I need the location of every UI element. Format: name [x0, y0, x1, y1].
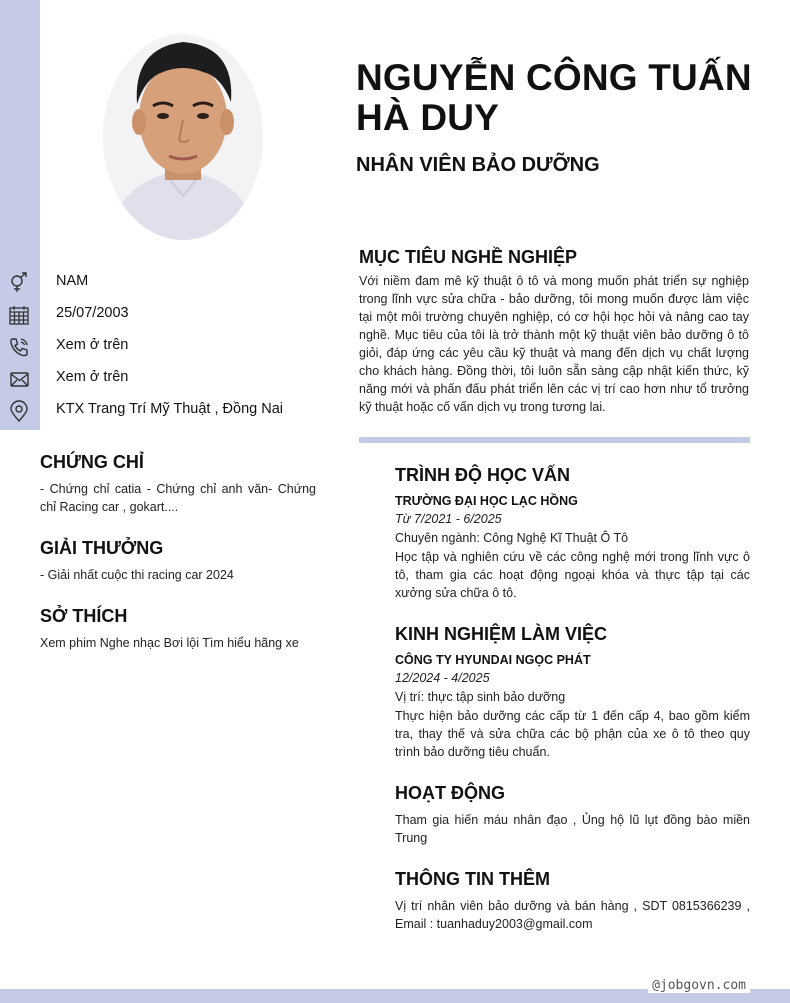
job-title: NHÂN VIÊN BẢO DƯỠNG: [356, 154, 600, 176]
gender-value: NAM: [56, 273, 89, 289]
section-divider: [359, 437, 750, 443]
phone-value: Xem ở trên: [56, 337, 129, 353]
additional-info-heading: THÔNG TIN THÊM: [395, 869, 550, 889]
location-pin-icon: [8, 400, 30, 422]
gender-icon: [8, 272, 30, 294]
birthdate-value: 25/07/2003: [56, 305, 129, 321]
additional-info-text: Vị trí nhân viên bảo dưỡng và bán hàng , SDT 0815366239 , Email : tuanhaduy2003@gmail.com: [395, 899, 750, 931]
experience-company: CÔNG TY HYUNDAI NGỌC PHÁT: [395, 653, 591, 667]
watermark: @jobgovn.com: [648, 978, 750, 993]
contact-phone: [0, 332, 330, 364]
phone-icon: [8, 336, 30, 358]
hobbies-heading: SỞ THÍCH: [40, 606, 128, 626]
mail-icon: [8, 368, 30, 390]
contact-gender: [0, 268, 330, 300]
experience-period: 12/2024 - 4/2025: [395, 671, 490, 685]
calendar-icon: [8, 304, 30, 326]
education-school: TRƯỜNG ĐẠI HỌC LẠC HỒNG: [395, 494, 578, 508]
objective-text: Với niềm đam mê kỹ thuật ô tô và mong muốn phát triển sự nghiệp trong lĩnh vực sửa chữa - bảo dưỡng, tôi mong muốn được làm việc tại một môi trường chuyên nghiệp, có cơ hội học hỏi và nâng cao tay nghề. Mục tiêu của tôi là trở thành một kỹ thuật viên bảo dưỡng ô tô giỏi, đáp ứng các yêu cầu kỹ thuật và mang đến dịch vụ chất lượng cho khách hàng. Đồng thời, tôi luôn sẵn sàng cập nhật kiến thức, kỹ năng mới và phấn đấu phát triển lên các vị trí cao hơn như tổ trưởng kỹ thuật hoặc cố vấn dịch vụ trong tương lai.: [359, 274, 749, 414]
certificates-text: - Chứng chỉ catia - Chứng chỉ anh văn- Chứng chỉ Racing car , gokart....: [40, 482, 316, 514]
education-heading: TRÌNH ĐỘ HỌC VẤN: [395, 465, 570, 485]
address-value: KTX Trang Trí Mỹ Thuật , Đồng Nai: [56, 401, 283, 417]
contact-address: [0, 396, 330, 428]
certificates-heading: CHỨNG CHỈ: [40, 452, 144, 472]
contact-birthdate: [0, 300, 330, 332]
activities-text: Tham gia hiến máu nhân đạo , Ủng hộ lũ lụt đồng bào miền Trung: [395, 813, 750, 845]
objective-heading: MỤC TIÊU NGHỀ NGHIỆP: [359, 247, 578, 267]
experience-description: Thực hiện bảo dưỡng các cấp từ 1 đến cấp 4, bao gồm kiểm tra, thay thế và sửa chữa các bộ phận của xe ô tô theo quy trình bảo dưỡng tiêu chuẩn.: [395, 709, 750, 759]
hobbies-text: Xem phim Nghe nhạc Bơi lội Tìm hiểu hãng xe: [40, 636, 299, 650]
contact-list: [0, 268, 330, 428]
education-major: Chuyên ngành: Công Nghệ Kĩ Thuật Ô Tô: [395, 531, 629, 545]
awards-text: - Giải nhất cuộc thi racing car 2024: [40, 568, 234, 582]
experience-heading: KINH NGHIỆM LÀM VIỆC: [395, 624, 608, 644]
candidate-name: NGUYỄN CÔNG TUẤN HÀ DUY: [356, 57, 752, 138]
education-description: Học tập và nghiên cứu về các công nghệ mới trong lĩnh vực ô tô, tham gia các hoạt động ngoại khóa và thực tập tại các xưởng sửa chữa ô tô.: [395, 550, 750, 600]
activities-heading: HOẠT ĐỘNG: [395, 783, 505, 803]
contact-email: [0, 364, 330, 396]
education-period: Từ 7/2021 - 6/2025: [395, 512, 502, 526]
profile-photo: [103, 34, 263, 240]
experience-position: Vị trí: thực tập sinh bảo dưỡng: [395, 690, 566, 704]
awards-heading: GIẢI THƯỞNG: [40, 538, 164, 558]
email-value: Xem ở trên: [56, 369, 129, 385]
